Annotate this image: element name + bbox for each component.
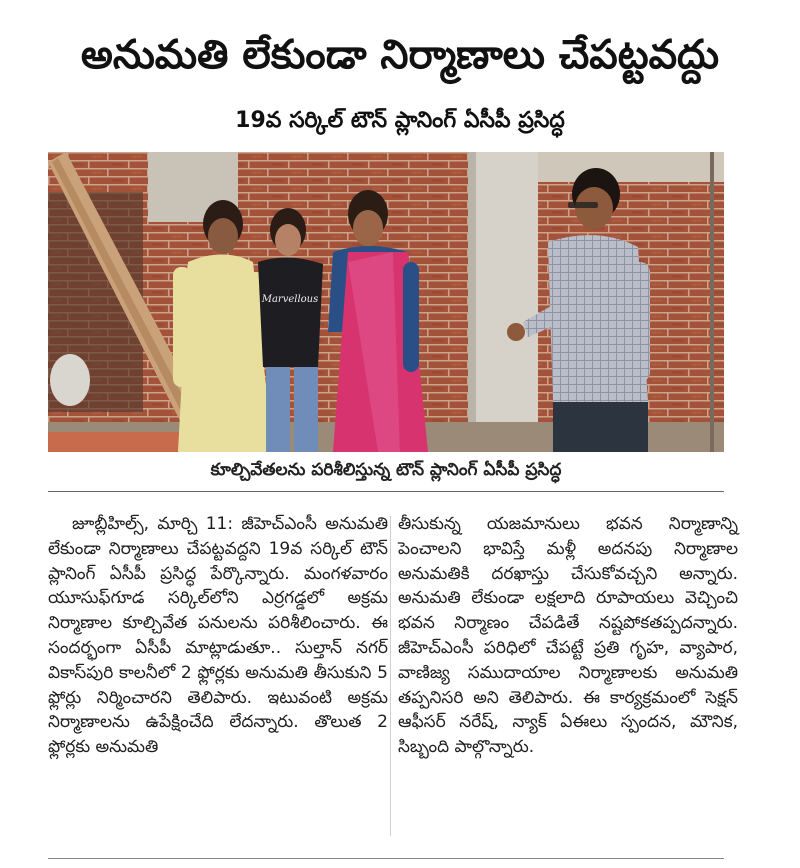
caption-rule (48, 491, 724, 492)
photo-caption-row (48, 456, 724, 492)
photo-caption: కూల్చివేతలను పరిశీలిస్తున్న టౌన్ ప్లానింగ్ ఏసీపీ ప్రసిద్ధ (210, 460, 562, 480)
headline: అనుమతి లేకుండా నిర్మాణాలు చేపట్టవద్దు (80, 32, 720, 78)
photo-illustration (48, 152, 724, 452)
article-body-left: జూబ్లీహిల్స్, మార్చి 11: జీహెచ్ఎంసీ అనుమతి లేకుండా నిర్మాణాలు చేపట్టవద్దని 19వ సర్కిల్ టౌన్ ప్లానింగ్ ఏసీపీ ప్రసిద్ధ పేర్కొన్నారు. మంగళవారం యూసుఫ్‌గూడ సర్కిల్‌లోని ఎర్రగడ్డలో అక్రమ నిర్మాణాల కూల్చివేత పనులను పరిశీలించారు. ఈ సందర్భంగా ఏసీపీ మాట్లాడుతూ.. సుల్తాన్ నగర్ వికాస్‌పురి కాలనీలో 2 ఫ్లోర్లకు అనుమతి తీసుకుని 5 ఫ్లోర్లు నిర్మించారని తెలిపారు. ఇటువంటి అక్రమ నిర్మాణాలను ఉపేక్షించేది లేదన్నారు. తొలుత 2 ఫ్లోర్లకు అనుమతి (48, 514, 388, 758)
news-photo (48, 152, 724, 452)
subheadline: 19వ సర్కిల్ టౌన్ ప్లానింగ్ ఏసీపీ ప్రసిద్ధ (235, 108, 565, 133)
article-column-left (48, 512, 388, 760)
bottom-rule (48, 858, 724, 859)
tshirt-print: Marvellous (261, 294, 319, 305)
article-column-right (398, 512, 738, 760)
article-body-right: తీసుకున్న యజమానులు భవన నిర్మాణాన్ని పెంచాలని భావిస్తే మళ్లీ అదనపు నిర్మాణాల అనుమతికి దరఖాస్తు చేసుకోవచ్చని అన్నారు. అనుమతి లేకుండా లక్షలాది రూపాయలు వెచ్చించి భవన నిర్మాణం చేపడితే నష్టపోకతప్పదన్నారు. జీహెచ్ఎంసీ పరిధిలో చేపట్టే ప్రతి గృహ, వ్యాపార, వాణిజ్య సముదాయాల నిర్మాణాలకు అనుమతి తప్పనిసరి అని తెలిపారు. ఈ కార్యక్రమంలో సెక్షన్ ఆఫీసర్ నరేష్, న్యాక్ ఏఈలు స్పందన, మౌనిక, సిబ్బంది పాల్గొన్నారు. (398, 514, 738, 758)
column-divider (390, 516, 391, 836)
